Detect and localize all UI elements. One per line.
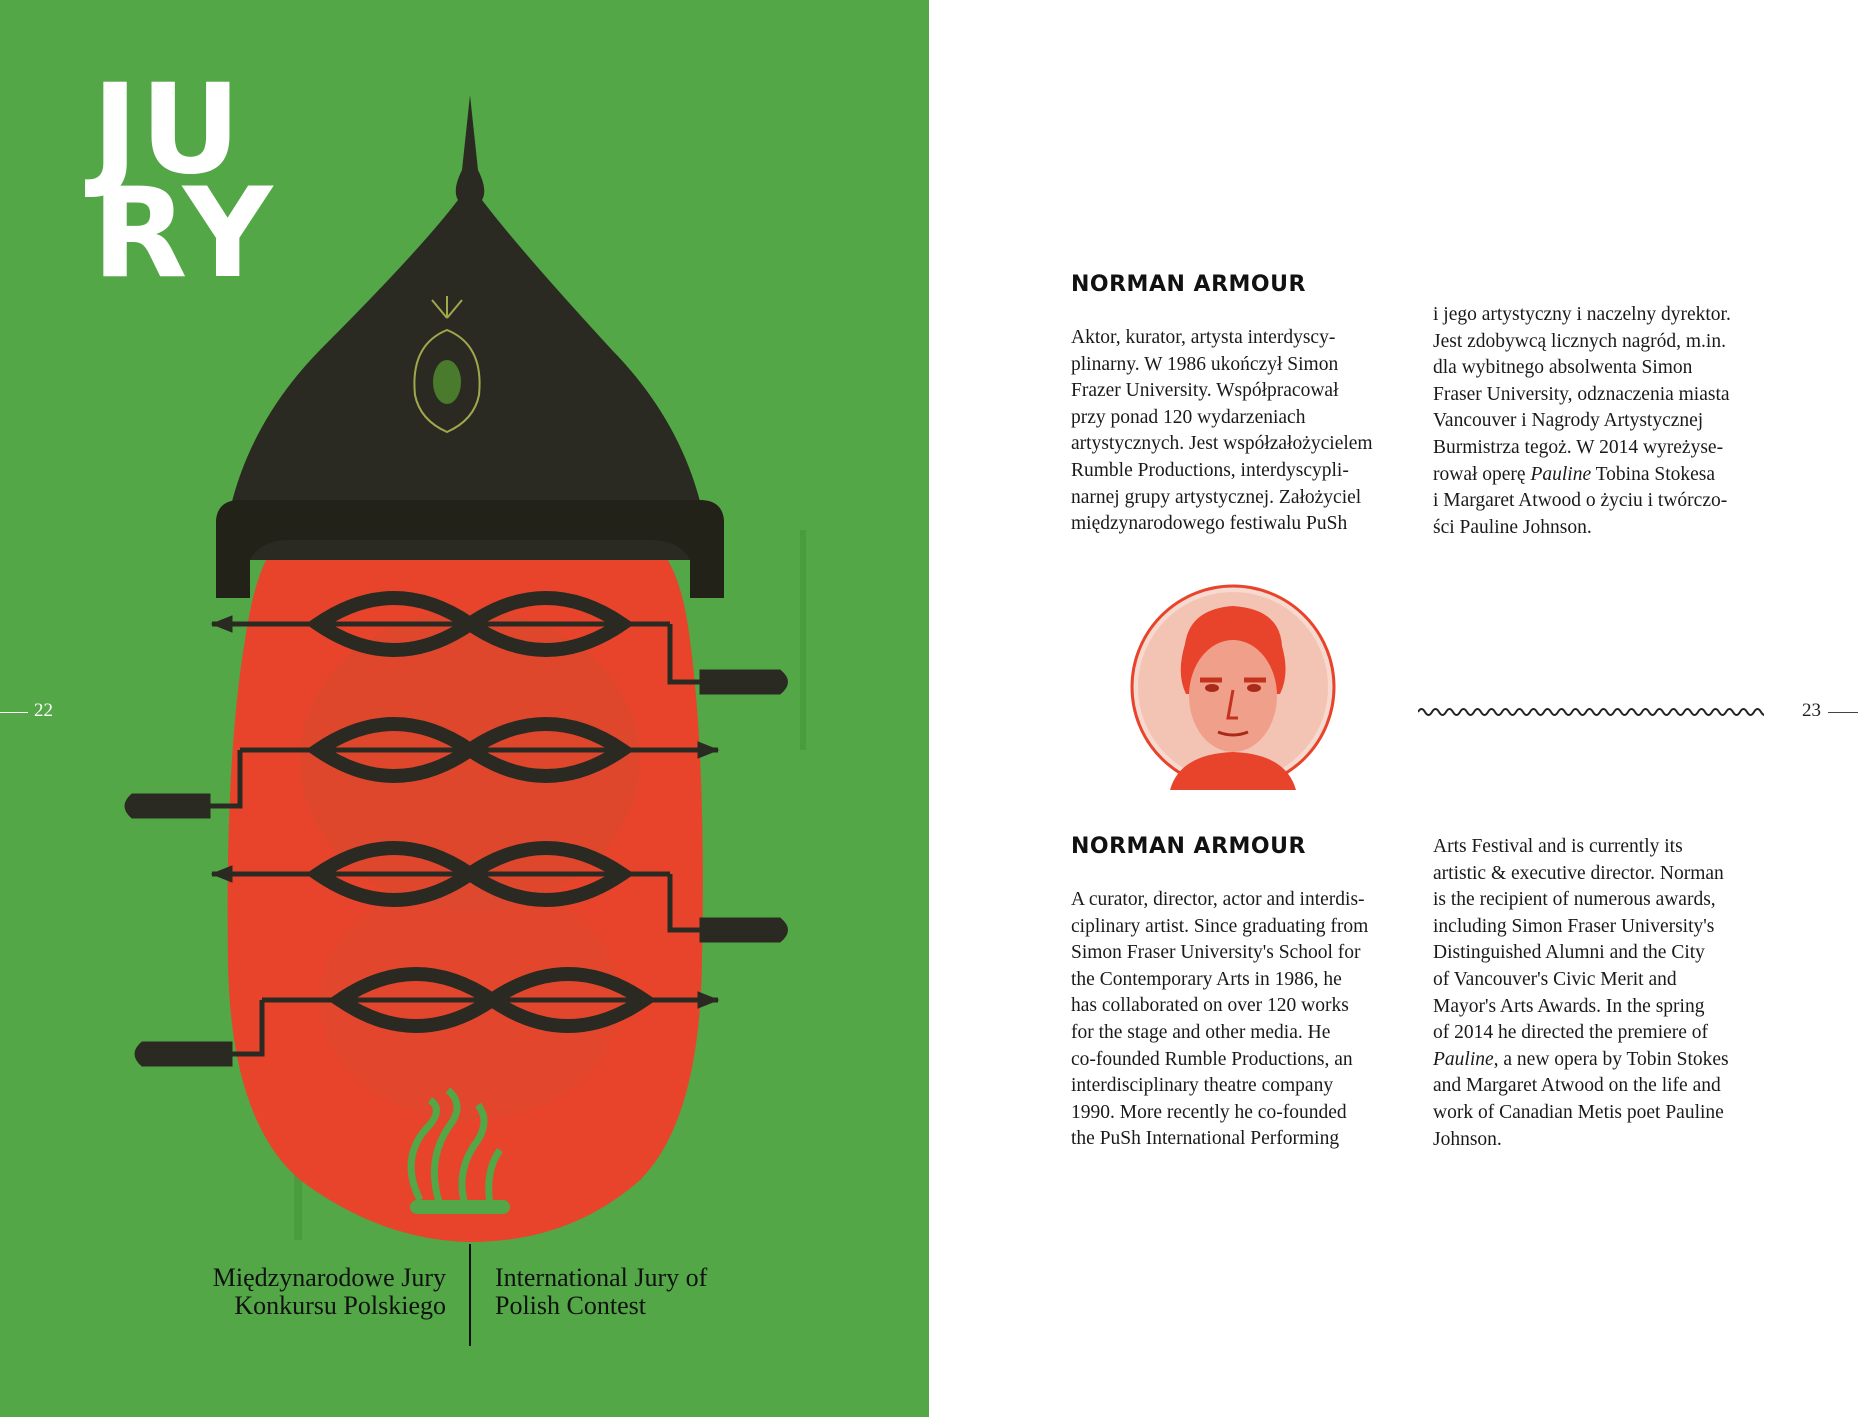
bio-line: i jego artystyczny i naczelny dyrektor. [1433, 304, 1731, 325]
bio-line: is the recipient of numerous awards, [1433, 889, 1716, 911]
page-number-rule-right [1828, 712, 1858, 713]
bio-line: including Simon Fraser University's [1433, 915, 1715, 937]
bio-line: Johnson. [1433, 1128, 1502, 1150]
jury-title-line2: RY [92, 162, 275, 306]
bio-line: Aktor, kurator, artysta interdyscy- [1071, 327, 1336, 348]
page-number-right: 23 [1802, 700, 1821, 721]
juror-name-polish: NORMAN ARMOUR [1071, 272, 1306, 297]
jury-title [92, 58, 275, 306]
caption-pl-line: Konkursu Polskiego [234, 1291, 446, 1320]
bio-line: Jest zdobywcą licznych nagród, m.in. [1433, 330, 1726, 352]
bio-line: Mayor's Arts Awards. In the spring [1433, 995, 1705, 1017]
bio-line: has collaborated on over 120 works [1071, 995, 1349, 1017]
bio-line: międzynarodowego festiwalu PuSh [1071, 513, 1348, 535]
bio-line: artistic & executive director. Norman [1433, 862, 1724, 884]
bio-polish-column-1 [1071, 325, 1416, 538]
bio-line: and Margaret Atwood on the life and [1433, 1075, 1721, 1097]
bio-line: Distinguished Alumni and the City [1433, 942, 1705, 964]
bio-line: i Margaret Atwood o życiu i twórczo- [1433, 490, 1728, 512]
bio-line: the Contemporary Arts in 1986, he [1071, 968, 1342, 990]
bio-line: Rumble Productions, interdyscypli- [1071, 459, 1349, 481]
page-number-rule [0, 712, 28, 713]
bio-line: dla wybitnego absolwenta Simon [1433, 357, 1693, 379]
bio-line: plinarny. W 1986 ukończył Simon [1071, 353, 1339, 375]
caption-pl-line: Międzynarodowe Jury [212, 1263, 446, 1292]
jury-title-line1: JU [92, 58, 243, 202]
bio-line: rował operę Pauline Tobina Stokesa [1433, 463, 1716, 485]
bio-line: co-founded Rumble Productions, an [1071, 1048, 1353, 1070]
bio-line: for the stage and other media. He [1071, 1021, 1331, 1043]
bio-line: Burmistrza tegoż. W 2014 wyreżyse- [1433, 436, 1724, 458]
caption-en-line: International Jury of [495, 1263, 708, 1292]
bio-polish-column-2 [1433, 302, 1793, 541]
bio-english-column-2 [1433, 834, 1793, 1153]
bio-line: Fraser University, odznaczenia miasta [1433, 383, 1730, 405]
bio-line: Arts Festival and is currently its [1433, 836, 1683, 857]
bio-english-column-1 [1071, 887, 1416, 1153]
page-number: 22 [34, 700, 53, 721]
bio-line: of 2014 he directed the premiere of [1433, 1022, 1709, 1044]
bio-line: Vancouver i Nagrody Artystycznej [1433, 410, 1704, 432]
bio-line: narnej grupy artystycznej. Założyciel [1071, 486, 1362, 508]
bio-line: ciplinary artist. Since graduating from [1071, 915, 1369, 937]
bio-line: przy ponad 120 wydarzeniach [1071, 406, 1306, 428]
caption-english [495, 1264, 795, 1320]
bio-line: Frazer University. Współpracował [1071, 380, 1339, 402]
caption-polish [150, 1264, 446, 1320]
wavy-divider [1418, 700, 1764, 724]
bio-line: ści Pauline Johnson. [1433, 516, 1592, 538]
bio-line: A curator, director, actor and interdis- [1071, 889, 1365, 910]
juror-portrait [1130, 584, 1336, 790]
juror-name-english: NORMAN ARMOUR [1071, 834, 1306, 859]
bio-line: of Vancouver's Civic Merit and [1433, 968, 1677, 990]
bio-line: 1990. More recently he co-founded [1071, 1101, 1347, 1123]
caption-en-line: Polish Contest [495, 1291, 646, 1320]
caption-divider [469, 1244, 471, 1346]
bio-line: the PuSh International Performing [1071, 1128, 1340, 1150]
bio-line: Simon Fraser University's School for [1071, 942, 1361, 964]
bio-line: interdisciplinary theatre company [1071, 1075, 1334, 1097]
bio-line: work of Canadian Metis poet Pauline [1433, 1101, 1724, 1123]
bio-line: Pauline, a new opera by Tobin Stokes [1433, 1048, 1729, 1070]
bio-line: artystycznych. Jest współzałożycielem [1071, 433, 1373, 455]
